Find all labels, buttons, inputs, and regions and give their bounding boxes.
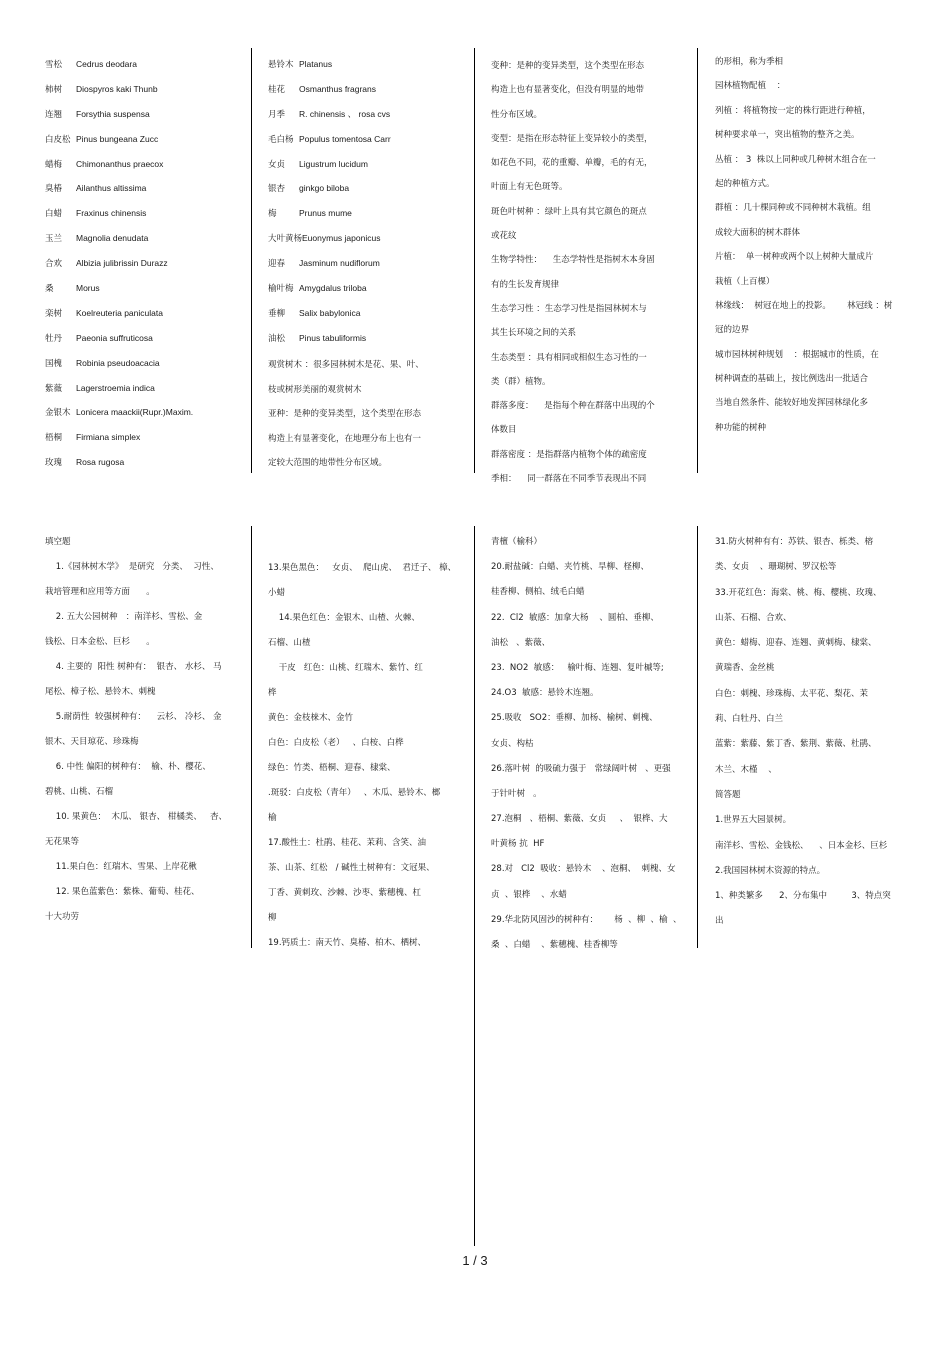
text-line: 31.防火树种有有：苏铁、银杏、栎类、榕: [715, 537, 874, 547]
species-chinese-name: 银杏: [268, 184, 286, 195]
species-chinese-name: 油松: [268, 333, 286, 344]
species-chinese-name: 雪松: [45, 60, 63, 70]
text-line: 群植 ：几十棵同种或不同种树木栽植。组: [715, 203, 871, 214]
text-line: 14.果色红色：金银木、山楂、火棘、: [268, 613, 420, 623]
species-chinese-name: 女贞: [268, 159, 286, 170]
species-row: [268, 226, 468, 251]
text-line: 5.耐荫性 较强树种有： 云杉、 冷杉、 金: [45, 712, 222, 722]
text-line: 群落多度： 是指每个种在群落中出现的个: [491, 401, 655, 412]
text-line: 1.世界五大园景树。: [715, 815, 792, 826]
species-row: [45, 77, 245, 102]
text-line: 丁香、黄刺玫、沙棘、沙枣、紫穗槐、杠: [268, 888, 422, 898]
text-line: 填空题: [45, 537, 71, 547]
text-line: 贞 、银桦 、水蜡: [491, 889, 567, 900]
section1-col3: [491, 54, 691, 491]
text-line: 黄色：金枝梾木、金竹: [268, 713, 354, 723]
species-row: [45, 351, 245, 376]
species-chinese-name: 月季: [268, 109, 286, 120]
species-latin-name: Pinus bungeana Zucc: [76, 133, 159, 144]
text-line: 变种：是种的变异类型，这个类型在形态: [491, 61, 645, 71]
text-line: 12. 果色蓝紫色：紫株、葡萄、桂花、: [45, 887, 200, 897]
section2-col2: [268, 556, 468, 956]
species-latin-name: Lagerstroemia indica: [76, 382, 155, 393]
species-chinese-name: 柿树: [45, 84, 63, 95]
text-line: 其生长环境之间的关系: [491, 328, 577, 339]
text-line: 25.吸收 SO2：垂柳、加杨、榆树、刺槐、: [491, 713, 658, 724]
species-row: [268, 52, 468, 77]
text-line: 生态类型 ：具有相同或相似生态习性的一: [491, 352, 647, 363]
text-line: 银木、天目琼花、珍珠梅: [45, 737, 139, 747]
species-chinese-name: 榆叶梅: [268, 284, 294, 295]
species-chinese-name: 栾树: [45, 308, 63, 319]
species-latin-name: ginkgo biloba: [299, 183, 350, 194]
species-row: [268, 301, 468, 326]
text-line: 油松 、紫薇、: [491, 637, 551, 648]
text-line: 干皮 红色：山桃、红瑞木、紫竹、红: [268, 663, 423, 673]
species-latin-name: Koelreuteria paniculata: [76, 307, 163, 318]
divider-top-3: [697, 48, 698, 473]
text-line: 黄色：蜡梅、迎春、连翘、黄刺梅、棣棠、: [715, 638, 877, 649]
species-latin-name: Salix babylonica: [299, 307, 361, 318]
species-row: [45, 251, 245, 276]
text-line: 片植： 单一树种或两个以上树种大量成片: [715, 252, 874, 263]
species-chinese-name: 蜡梅: [45, 159, 63, 170]
text-line: 22. Cl2 敏感：加拿大杨 、圆柏、垂柳、: [491, 612, 659, 623]
text-line: 园林植物配植 ：: [715, 81, 786, 92]
text-line: 10. 果黄色： 木瓜、 银杏、 柑橘类、 杏、: [45, 812, 227, 822]
text-line: 类、女贞 、珊瑚树、罗汉松等: [715, 562, 837, 573]
divider-bottom-3: [697, 526, 698, 948]
section2-col1: [45, 530, 245, 930]
text-line: 19.钙质土：南天竹、臭椿、柏木、栖树、: [268, 938, 427, 948]
text-line: 柳: [268, 913, 277, 923]
text-line: 南洋杉、雪松、金钱松、 、日本金杉、巨杉: [715, 840, 888, 851]
species-row: [268, 176, 468, 201]
text-line: 起的种植方式。: [715, 178, 775, 189]
text-line: 当地自然条件、能较好地发挥园林绿化多: [715, 398, 869, 409]
species-row: [45, 301, 245, 326]
species-latin-name: Rosa rugosa: [76, 457, 125, 468]
text-line: 林缘线： 树冠在地上的投影。 林冠线 ：树: [715, 300, 893, 311]
text-line: 23. NO2 敏感： 榆叶梅、连翘、复叶槭等;: [491, 662, 664, 673]
text-line: 生态学习性 ：生态学习性是指园林树木与: [491, 303, 647, 314]
text-line: 桑 、白蜡 、紫穗槐、桂香柳等: [491, 940, 618, 950]
species-latin-name: Amygdalus triloba: [299, 283, 367, 294]
divider-bottom-1: [251, 526, 252, 948]
text-line: 性分布区域。: [491, 109, 543, 120]
species-latin-name: Magnolia denudata: [76, 233, 149, 244]
species-row: [45, 425, 245, 450]
species-latin-name: Forsythia suspensa: [76, 108, 150, 119]
species-row: [45, 52, 245, 77]
species-chinese-name: 桂花: [268, 84, 286, 95]
text-line: .斑驳：白皮松（青年） 、木瓜、悬铃木、榔: [268, 788, 441, 798]
species-chinese-name: 玫瑰: [45, 458, 63, 469]
text-line: 青檀（榆科）: [491, 537, 543, 547]
species-chinese-name: 牡丹: [45, 333, 63, 344]
text-line: 成较大面积的树木群体: [715, 227, 801, 238]
species-chinese-name: 白皮松: [45, 134, 71, 145]
text-line: 桦: [268, 688, 277, 698]
species-chinese-name: 梅: [268, 209, 277, 220]
species-row: [45, 376, 245, 401]
text-line: 斑色叶树种 ：绿叶上具有其它颜色的斑点: [491, 206, 647, 217]
text-line: 列植 ：将植物按一定的株行距进行种植，: [715, 105, 871, 116]
text-line: 27.泡桐 、梧桐、紫薇、女贞 、 银桦、大: [491, 814, 668, 825]
section1-col2-text: [268, 353, 468, 476]
text-line: 白色：刺槐、珍珠梅、太平花、梨花、茉: [715, 688, 869, 699]
species-latin-name: Jasminum nudiflorum: [299, 258, 380, 269]
text-line: 1、种类繁多 2、分布集中 3、特点突: [715, 891, 891, 902]
species-row: [45, 152, 245, 177]
text-line: 种功能的树种: [715, 422, 767, 433]
text-line: 叶黄杨 抗 HF: [491, 839, 545, 850]
text-line: 山茶、石榴、合欢、: [715, 612, 792, 623]
species-row: [268, 276, 468, 301]
section2-col3: [491, 530, 691, 958]
text-line: 26.落叶树 的吸硫力强于 常绿阔叶树 、更强: [491, 763, 671, 774]
text-line: 1.《园林树木学》 是研究 分类、 习性、: [45, 562, 219, 572]
text-line: 20.耐盐碱：白蜡、夹竹桃、旱柳、柽柳、: [491, 562, 650, 573]
text-line: 出: [715, 916, 724, 927]
species-latin-name: Cedrus deodara: [76, 59, 137, 69]
species-row: [268, 152, 468, 177]
text-line: 或花纹: [491, 231, 517, 242]
species-latin-name: Fraxinus chinensis: [76, 208, 147, 219]
text-line: 十大功劳: [45, 912, 80, 922]
species-chinese-name: 合欢: [45, 259, 63, 270]
text-line: 城市园林树种规划 ：根据城市的性质，在: [715, 349, 879, 360]
text-line: 有的生长发育规律: [491, 279, 560, 290]
species-row: [268, 77, 468, 102]
page-number: 1 / 3: [462, 1253, 488, 1268]
text-line: 2. 五大公园树种 ：南洋杉、雪松、金: [45, 612, 203, 622]
text-line: 钱松、日本金松、巨杉 。: [45, 637, 155, 647]
species-latin-name: Osmanthus fragrans: [299, 83, 377, 94]
species-latin-name: Lonicera maackii(Rupr.)Maxim.: [76, 407, 194, 418]
species-latin-name: R. chinensis 、 rosa cvs: [299, 108, 391, 119]
species-row: [45, 276, 245, 301]
species-chinese-name: 臭椿: [45, 184, 63, 195]
species-latin-name: Firmiana simplex: [76, 432, 141, 443]
species-row: [45, 127, 245, 152]
species-chinese-name: 毛白杨: [268, 134, 294, 145]
divider-bottom-2: [474, 526, 475, 1246]
species-chinese-name: 紫薇: [45, 383, 63, 394]
text-line: 茶、山茶、红松 / 碱性土树种有：文冠果、: [268, 863, 435, 873]
text-line: 观赏树木 ：很多园林树木是花、果、叶、: [268, 360, 424, 370]
species-row: [45, 400, 245, 425]
text-line: 尾松、樟子松、悬铃木、刺槐: [45, 687, 156, 697]
species-latin-name: Pinus tabuliformis: [299, 332, 367, 343]
text-line: 栽培管理和应用等方面 。: [45, 587, 155, 597]
text-line: 亚种：是种的变异类型，这个类型在形态: [268, 409, 422, 419]
text-line: 黄瑞香、金丝桃: [715, 663, 775, 674]
text-line: 白色：白皮松（老） 、白桉、白桦: [268, 738, 404, 748]
species-row: [45, 102, 245, 127]
species-latin-name: Prunus mume: [299, 208, 352, 219]
text-line: 定较大范围的地带性分布区域。: [268, 458, 388, 468]
species-latin-name: Albizia julibrissin Durazz: [76, 258, 168, 269]
text-line: 木兰、木槿 、: [715, 764, 777, 775]
text-line: 构造上有显著变化，在地理分布上也有一: [268, 433, 422, 444]
species-row: [268, 127, 468, 152]
species-chinese-name: 连翘: [45, 109, 63, 120]
text-line: 丛植 ： 3 株以上同种或几种树木组合在一: [715, 154, 876, 165]
text-line: 莉、白牡丹、白兰: [715, 714, 784, 725]
species-latin-name: Chimonanthus praecox: [76, 158, 164, 169]
text-line: 13.果色黑色： 女贞、 爬山虎、 君迁子、 樟、: [268, 563, 457, 573]
species-row: [268, 201, 468, 226]
text-line: 29.华北防风固沙的树种有： 杨 、柳 、榆 、: [491, 914, 682, 925]
text-line: 变型：是指在形态特征上变异较小的类型，: [491, 133, 653, 144]
text-line: 无花果等: [45, 837, 80, 847]
section1-col2-species: [268, 52, 468, 351]
species-row: [45, 450, 245, 475]
species-row: [45, 176, 245, 201]
text-line: 简答题: [715, 789, 741, 800]
species-chinese-name: 国槐: [45, 358, 63, 369]
divider-top-2: [474, 48, 475, 473]
text-line: 叶面上有无色斑等。: [491, 182, 568, 193]
species-chinese-name: 大叶黄杨: [268, 234, 303, 245]
species-chinese-name: 金银木: [45, 408, 71, 419]
species-chinese-name: 白蜡: [45, 209, 63, 220]
species-row: [45, 226, 245, 251]
text-line: 体数目: [491, 425, 517, 436]
text-line: 群落密度 ：是指群落内植物个体的疏密度: [491, 449, 647, 460]
species-latin-name: Euonymus japonicus: [302, 233, 381, 244]
text-line: 蓝紫：紫藤、紫丁香、紫荆、紫薇、杜鹃、: [715, 739, 877, 750]
section1-col4: [715, 50, 915, 440]
species-row: [268, 102, 468, 127]
text-line: 小蜡: [268, 588, 286, 598]
species-latin-name: Paeonia suffruticosa: [76, 332, 153, 343]
species-latin-name: Ailanthus altissima: [76, 183, 147, 194]
species-row: [268, 251, 468, 276]
species-chinese-name: 梧桐: [45, 433, 63, 444]
text-line: 11.果白色：红瑞木、雪果、上岸花楸: [45, 862, 197, 872]
text-line: 碧桃、山桃、石榴: [45, 787, 114, 797]
species-latin-name: Morus: [76, 283, 100, 294]
species-chinese-name: 桑: [45, 284, 54, 295]
text-line: 栽植（上百棵）: [715, 276, 775, 287]
text-line: 2.我国园林树木资源的特点。: [715, 865, 826, 876]
section2-col4: [715, 530, 915, 935]
text-line: 绿色：竹类、梧桐、迎春、棣棠、: [268, 763, 396, 773]
species-latin-name: Ligustrum lucidum: [299, 158, 368, 169]
species-latin-name: Diospyros kaki Thunb: [76, 83, 158, 94]
species-chinese-name: 悬铃木: [268, 60, 294, 70]
text-line: 生物学特性： 生态学特性是指树木本身固: [491, 255, 655, 266]
text-line: 季相： 同一群落在不同季节表现出不同: [491, 474, 647, 485]
species-chinese-name: 迎春: [268, 259, 286, 270]
text-line: 枝或树形美丽的观赏树木: [268, 384, 362, 395]
species-row: [45, 326, 245, 351]
species-row: [45, 201, 245, 226]
species-chinese-name: 垂柳: [268, 308, 286, 319]
text-line: 构造上也有显著变化，但没有明显的地带: [491, 85, 645, 96]
text-line: 6. 中性 偏阳的树种有： 榆、朴、樱花、: [45, 762, 211, 772]
text-line: 类（群）植物。: [491, 376, 551, 387]
text-line: 如花色不同，花的重瓣、单瓣，毛的有无，: [491, 158, 653, 169]
species-chinese-name: 玉兰: [45, 234, 63, 245]
section1-col1: [45, 52, 245, 475]
text-line: 17.酸性土：杜鹃、桂花、茉莉、含笑、油: [268, 838, 427, 848]
divider-top-1: [251, 48, 252, 473]
text-line: 榆: [268, 813, 277, 823]
text-line: 33.开花红色：海棠、桃、梅、樱桃、玫瑰、: [715, 587, 882, 598]
text-line: 树种要求单一，突出植物的整齐之美。: [715, 130, 860, 141]
text-line: 24.O3 敏感：悬铃木连翘。: [491, 688, 599, 699]
text-line: 树种调查的基础上，按比例选出一批适合: [715, 374, 869, 385]
text-line: 冠的边界: [715, 325, 750, 336]
text-line: 于针叶树 。: [491, 788, 542, 799]
species-latin-name: Platanus: [299, 59, 333, 69]
text-line: 的形相，称为季相: [715, 57, 784, 67]
species-row: [268, 326, 468, 351]
text-line: 女贞、构枯: [491, 738, 534, 749]
species-latin-name: Robinia pseudoacacia: [76, 357, 160, 368]
text-line: 桂香柳、侧柏、绒毛白蜡: [491, 587, 585, 598]
text-line: 4. 主要的 阳性 树种有： 银杏、 水杉、 马: [45, 662, 222, 672]
text-line: 28.对 Cl2 吸收：悬铃木 、泡桐、 刺槐、女: [491, 864, 676, 875]
species-latin-name: Populus tomentosa Carr: [299, 133, 391, 144]
text-line: 石榴、山楂: [268, 638, 311, 648]
